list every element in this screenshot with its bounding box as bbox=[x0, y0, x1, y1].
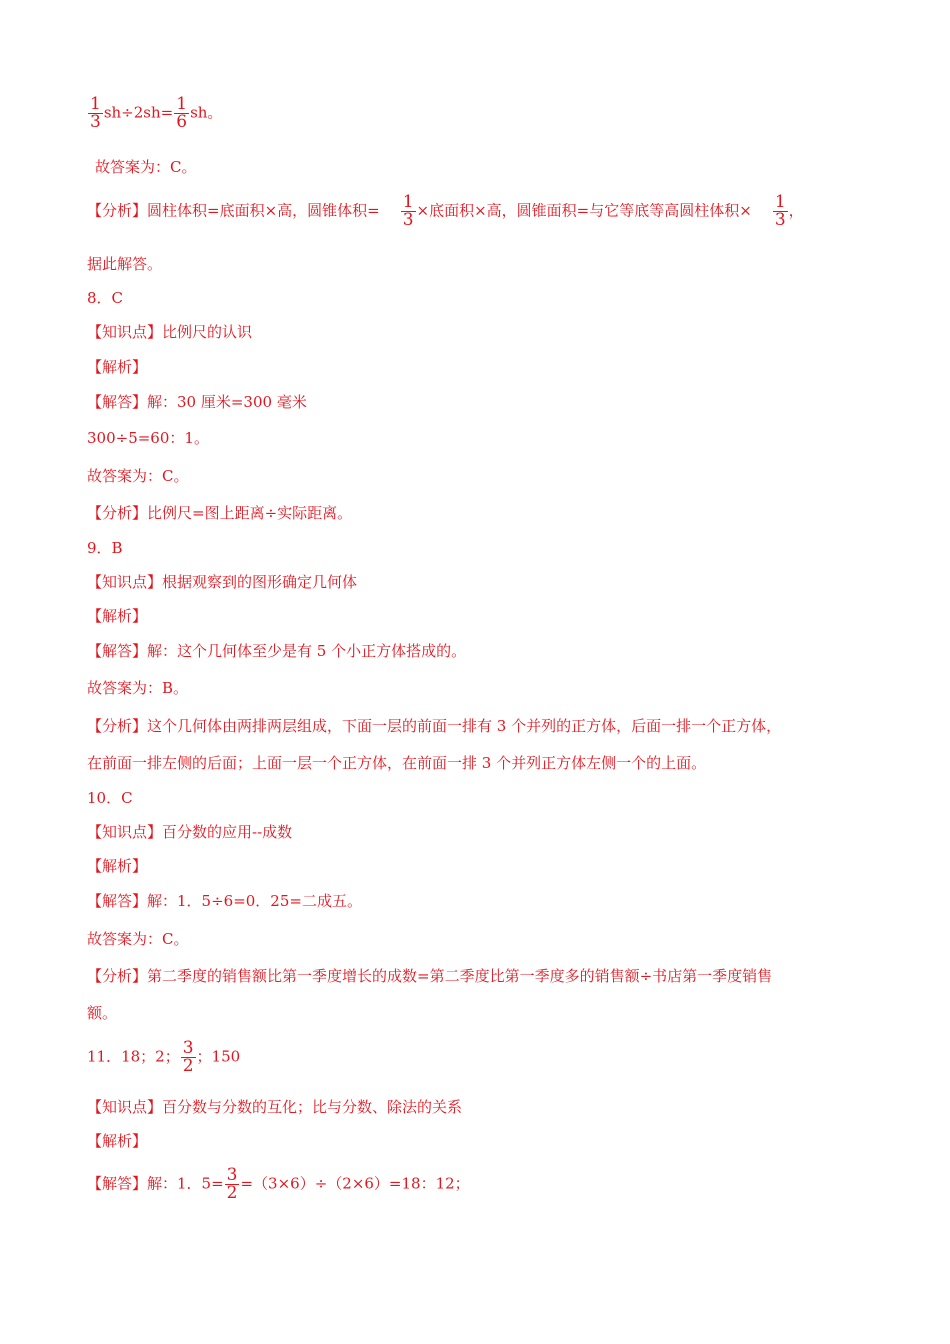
answer-line: 故答案为：C。 bbox=[95, 158, 197, 176]
question-8-analysis-label: 【解析】 bbox=[87, 358, 148, 376]
question-8-knowledge: 【知识点】比例尺的认识 bbox=[87, 323, 253, 341]
analysis-line-cont: 据此解答。 bbox=[87, 255, 163, 273]
question-8-solution: 【解答】解：30 厘米=300 毫米 bbox=[87, 393, 307, 411]
analysis-line: 【分析】圆柱体积=底面积×高，圆锥体积= $\frac{1}{3}$ ×底面积×高，圆锥面积=与它等底等高圆柱体积× $\frac{1}{3}$ ， bbox=[87, 192, 804, 230]
question-10-solution: 【解答】解：1．5÷6=0．25=二成五。 bbox=[87, 892, 362, 910]
fraction: $\frac{1}{3}$ bbox=[90, 94, 101, 132]
question-9-analysis-label: 【解析】 bbox=[87, 607, 148, 625]
question-9-note-cont: 在前面一排左侧的后面；上面一层一个正方体，在前面一排 3 个并列正方体左侧一个的上面。 bbox=[87, 754, 707, 772]
fraction: $\frac{1}{3}$ bbox=[402, 192, 414, 230]
fraction: $\frac{3}{2}$ bbox=[182, 1038, 194, 1076]
question-8-note: 【分析】比例尺=图上距离÷实际距离。 bbox=[87, 504, 353, 522]
question-11-analysis-label: 【解析】 bbox=[87, 1132, 148, 1150]
question-8-answer: 故答案为：C。 bbox=[87, 467, 189, 485]
question-8-title: 8．C bbox=[87, 289, 124, 307]
question-10-title: 10．C bbox=[87, 789, 133, 807]
question-11-title: 11．18；2； $\frac{3}{2}$ ；150 bbox=[87, 1038, 241, 1076]
question-9-note: 【分析】这个几何体由两排两层组成，下面一层的前面一排有 3 个并列的正方体，后面一排一个正方体， bbox=[87, 717, 782, 735]
question-11-knowledge: 【知识点】百分数与分数的互化；比与分数、除法的关系 bbox=[87, 1098, 463, 1116]
question-10-analysis-label: 【解析】 bbox=[87, 857, 148, 875]
question-9-answer: 故答案为：B。 bbox=[87, 679, 189, 697]
question-9-solution: 【解答】解：这个几何体至少是有 5 个小正方体搭成的。 bbox=[87, 642, 467, 660]
question-11-solution: 【解答】解：1．5= $\frac{3}{2}$ =（3×6）÷（2×6）=18：12； bbox=[87, 1165, 470, 1203]
question-10-knowledge: 【知识点】百分数的应用--成数 bbox=[87, 823, 293, 841]
fraction: $\frac{1}{6}$ bbox=[176, 94, 188, 132]
question-8-calc: 300÷5=60：1。 bbox=[87, 429, 209, 447]
formula-line: $\frac{1}{3}$ sh÷2sh= $\frac{1}{6}$ sh。 bbox=[90, 94, 223, 132]
question-10-note-cont: 额。 bbox=[87, 1004, 118, 1022]
fraction: $\frac{3}{2}$ bbox=[226, 1165, 238, 1203]
question-10-note: 【分析】第二季度的销售额比第一季度增长的成数=第二季度比第一季度多的销售额÷书店第一季度销售 bbox=[87, 967, 773, 985]
question-9-title: 9．B bbox=[87, 539, 123, 557]
question-10-answer: 故答案为：C。 bbox=[87, 930, 189, 948]
question-9-knowledge: 【知识点】根据观察到的图形确定几何体 bbox=[87, 573, 358, 591]
fraction: $\frac{1}{3}$ bbox=[774, 192, 786, 230]
